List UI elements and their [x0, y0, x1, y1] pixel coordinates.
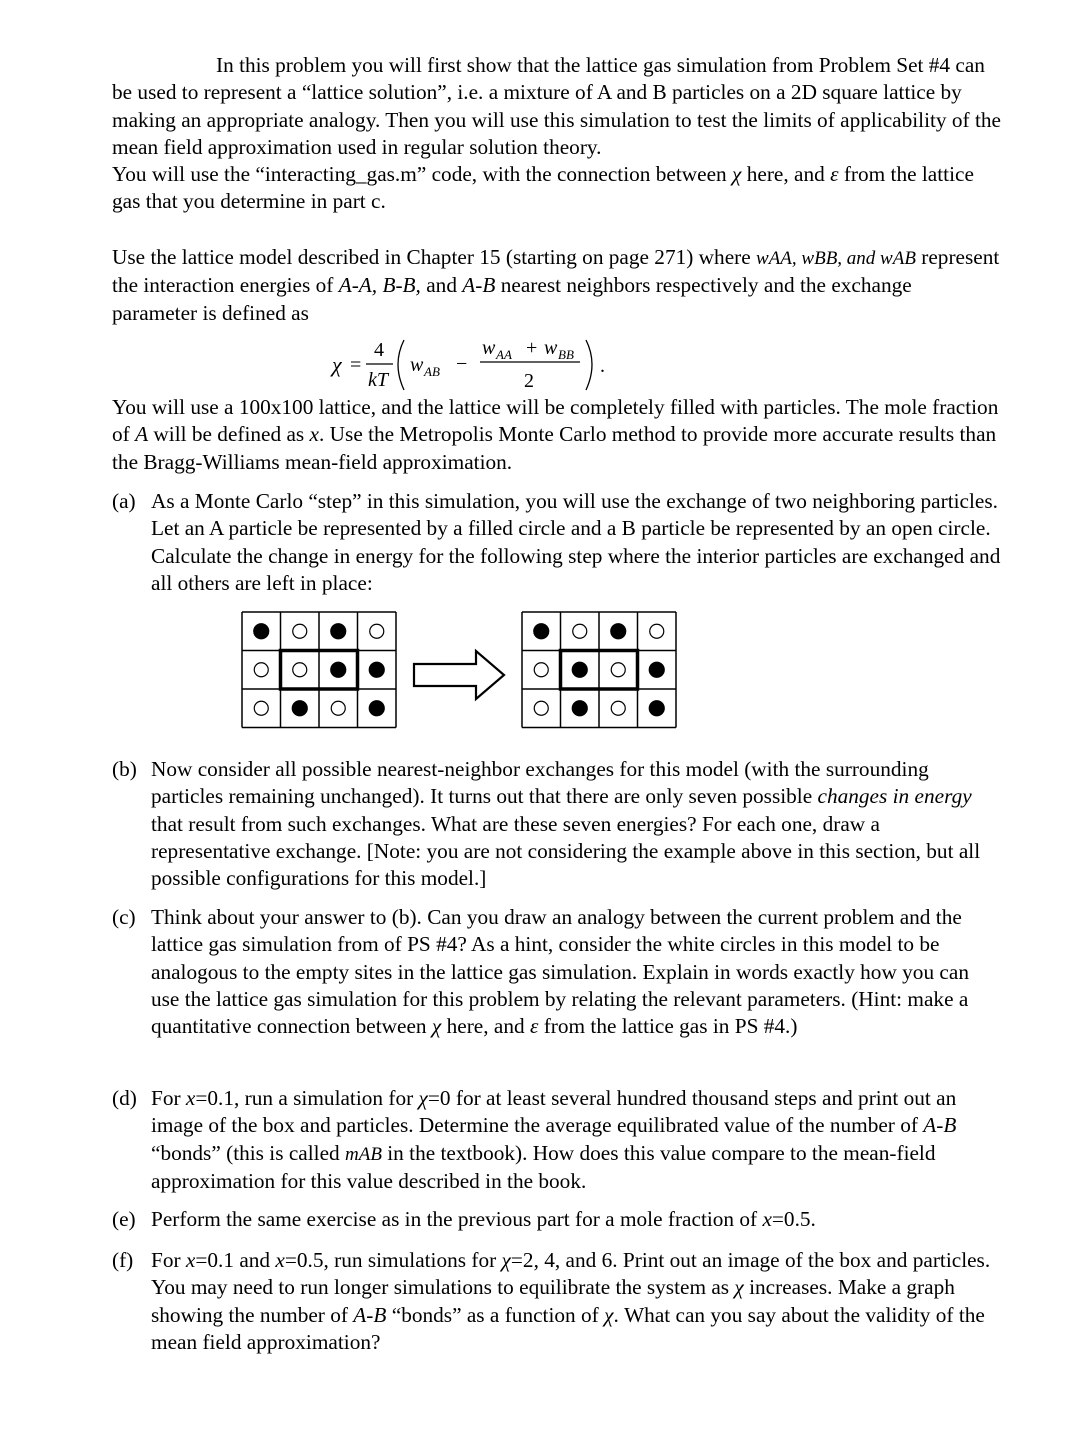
text-run: You will use a 100x100 lattice, and the lattice will be completely filled with particles. The mole fraction of [112, 395, 999, 447]
part-a-text: As a Monte Carlo “step” in this simulation, you will use the exchange of two neighboring particles. Let an A particle be represented by a filled circle and a B particle be represented by an open circle. Calculate the change in energy for the following step where the interior particles are exchanged and all others are left in place: [151, 489, 1001, 595]
text-run: =0 for at least several hundred thousand steps and print out an image of the box and particles. Determine the average equilibrated value of the number of [151, 1086, 957, 1138]
particle-b-open [254, 701, 268, 715]
variable-x: x [185, 1086, 196, 1110]
setup-paragraph [112, 394, 1002, 476]
formula-equals: = [350, 354, 362, 376]
particle-b-open [611, 663, 625, 677]
formula-denominator: kT [368, 369, 388, 391]
text-run: =0.1 and [195, 1248, 276, 1272]
text-run: . What can you say about the validity of the mean field approximation? [151, 1302, 985, 1354]
formula-period: . [600, 355, 605, 377]
particle-a-filled [649, 701, 664, 716]
particle-a-filled [331, 662, 346, 677]
part-e-label: (e) [112, 1207, 136, 1231]
text-run: =2, 4, and 6. Print out an image of the box and particles. You may need to run longer simulations to equilibrate the system as [151, 1248, 991, 1300]
part-e-text [151, 1206, 1002, 1233]
chi-symbol: χ [431, 1014, 442, 1039]
exchange-parameter-formula [330, 334, 670, 394]
particle-b-open [650, 624, 664, 638]
variable-a: A [135, 422, 149, 447]
before-lattice [242, 612, 396, 728]
formula-w-bb: w [544, 337, 558, 359]
part-e [112, 1206, 1002, 1233]
text-run: For [151, 1086, 186, 1110]
m-ab-symbol: mAB [345, 1143, 382, 1165]
text-run: =0.1, run a simulation for [195, 1086, 419, 1110]
text-run: from the lattice gas in PS #4.) [538, 1014, 798, 1039]
part-b-label: (b) [112, 757, 137, 781]
formula-inner-denominator: 2 [524, 370, 534, 392]
right-paren [586, 340, 592, 390]
part-a-label: (a) [112, 489, 136, 513]
text-run: and [420, 273, 463, 298]
particle-b-open [293, 624, 307, 638]
part-a [112, 488, 1002, 597]
intro-text: In this problem you will first show that the lattice gas simulation from Problem Set #4 can be used to represent a “lattice solution”, i.e. a mixture of A and B particles on a 2D square lattice by making an appropriate analogy. Then you will use this simulation to test the limits of applicability of the mean field approximation used in regular solution theory. [112, 53, 1001, 159]
text-run: “bonds” (this is called [151, 1140, 345, 1165]
chi-symbol: χ [501, 1248, 511, 1272]
particle-b-open [293, 663, 307, 677]
variable-x: x [275, 1248, 285, 1272]
variable-x: x [762, 1207, 772, 1231]
intro-paragraph [112, 52, 1002, 161]
text-run: will be defined as [148, 422, 310, 447]
emphasis: changes in energy [817, 784, 972, 809]
lattice-model-text [112, 244, 1002, 327]
part-c-text [151, 904, 1002, 1040]
text-run: For [151, 1248, 186, 1272]
part-f-label: (f) [112, 1248, 134, 1272]
chi-symbol: χ [418, 1086, 428, 1110]
formula-svg [330, 334, 670, 394]
text-run: that result from such exchanges. What are these seven energies? For each one, draw a representative exchange. [Note: you are not considering the example above in this section, but all possible configurations for this model.] [151, 811, 981, 891]
epsilon-symbol: ε [830, 162, 839, 187]
exchange-figure [240, 611, 680, 741]
code-paragraph [112, 161, 1002, 216]
part-f [112, 1247, 1002, 1356]
lattice-model-paragraph [112, 244, 1002, 327]
formula-plus: + [526, 337, 538, 359]
text-run: in the textbook). How does this value compare to the mean-field approximation for this value described in the book. [151, 1140, 936, 1193]
intro-section [112, 52, 1002, 216]
text-run: “bonds” as a function of [386, 1302, 605, 1327]
particle-b-open [254, 663, 268, 677]
pair-ab-label: A-B [923, 1113, 957, 1138]
particle-a-filled [369, 662, 384, 677]
right-arrow-icon [414, 651, 504, 699]
part-c-label: (c) [112, 905, 136, 929]
particle-b-open [611, 701, 625, 715]
particle-a-filled [254, 624, 269, 639]
text-run: Perform the same exercise as in the previous part for a mole fraction of [151, 1207, 763, 1231]
particle-a-filled [572, 701, 587, 716]
particle-b-open [534, 701, 548, 715]
text-run: here, and [441, 1014, 530, 1039]
particle-b-open [331, 701, 345, 715]
part-b [112, 756, 1002, 892]
text-run: You will use the “interacting_gas.m” code, with the connection between [112, 162, 733, 187]
exchange-diagram [240, 611, 680, 741]
text-run: represent the interaction energies of [112, 245, 1000, 298]
text-run: Use the lattice model described in Chapter 15 (starting on page 271) where [112, 245, 757, 269]
formula-w-ab: w [410, 354, 424, 376]
interaction-symbols: wAA, wBB, and wAB [756, 248, 916, 269]
particle-b-open [534, 663, 548, 677]
formula-sub-bb: BB [558, 347, 574, 362]
text-run: Think about your answer to (b). Can you draw an analogy between the current problem and the lattice gas simulation from of PS #4? As a hint, consider the white circles in this model to be analogous to the empty sites in the lattice gas simulation. Explain in words exactly how you can use the lattice gas simulation for this problem by relating the relevant parameters. (Hint: make a quantitative connection between [151, 905, 969, 1039]
particle-a-filled [331, 624, 346, 639]
part-f-text [151, 1247, 1002, 1356]
particle-b-open [573, 624, 587, 638]
formula-chi: χ [332, 352, 342, 377]
text-run: =0.5. [771, 1207, 816, 1231]
pair-ab-label: A-B [353, 1302, 387, 1327]
text-run: from the lattice gas that you determine in part c. [112, 162, 974, 214]
part-c [112, 904, 1002, 1040]
variable-x: x [185, 1248, 196, 1272]
text-run: =0.5, run simulations for [284, 1248, 502, 1272]
particle-b-open [370, 624, 384, 638]
formula-minus: − [456, 353, 468, 375]
epsilon-symbol: ε [529, 1014, 539, 1039]
formula-numerator: 4 [374, 339, 384, 361]
particle-a-filled [292, 701, 307, 716]
chi-symbol: χ [604, 1302, 614, 1327]
variable-x: x [309, 422, 319, 447]
particle-a-filled [649, 662, 664, 677]
text-run: increases. Make a graph showing the number of [151, 1275, 955, 1327]
after-lattice [522, 612, 676, 728]
chi-symbol: χ [734, 1275, 744, 1300]
part-d [112, 1085, 1002, 1195]
particle-a-filled [534, 624, 549, 639]
setup-text [112, 394, 1002, 476]
text-run: . Use the Metropolis Monte Carlo method to provide more accurate results than the Bragg-Williams mean-field approximation. [112, 422, 997, 474]
particle-a-filled [572, 662, 587, 677]
formula-sub-ab: AB [424, 364, 440, 379]
pair-ab-label: A-B [462, 273, 496, 298]
formula-sub-aa: AA [496, 347, 512, 362]
left-paren [398, 340, 404, 390]
pair-labels: A-A, B-B, [338, 273, 421, 298]
text-run: here, and [741, 162, 831, 187]
text-run: Now consider all possible nearest-neighbor exchanges for this model (with the surrounding particles remaining unchanged). It turns out that there are only seven possible [151, 757, 929, 809]
text-run: nearest neighbors respectively and the exchange parameter is defined as [112, 273, 912, 325]
part-d-label: (d) [112, 1086, 137, 1110]
particle-a-filled [611, 624, 626, 639]
part-b-text [151, 756, 1002, 892]
part-d-text [151, 1085, 1002, 1195]
particle-a-filled [369, 701, 384, 716]
chi-symbol: χ [732, 162, 742, 187]
formula-w-aa: w [482, 337, 496, 359]
